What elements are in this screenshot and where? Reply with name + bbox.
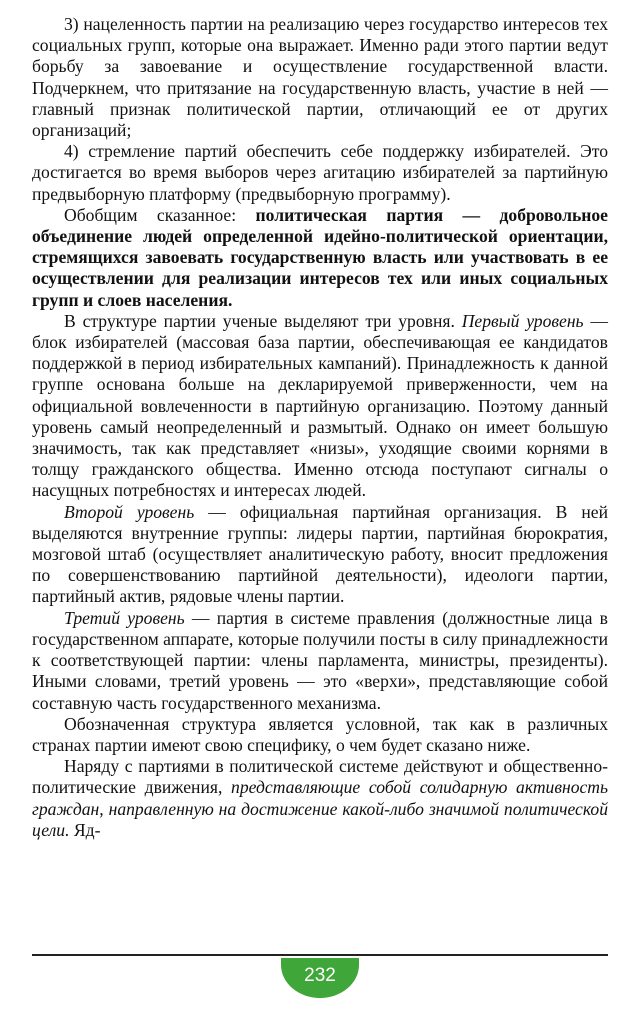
body-text: [32, 14, 608, 841]
paragraph: [32, 141, 608, 205]
footer-rule: [32, 954, 608, 956]
paragraph: [32, 714, 608, 756]
text-run: В структуре партии ученые выделяют три уровня.: [64, 310, 462, 331]
italic-term: Третий уровень: [64, 607, 185, 628]
bold-definition: политическая партия — добровольное объединение людей определенной идейно-политической ориентации, стремящихся завоевать государственную власть или участвовать в ее осуществлении для реализации интересов тех или иных социальных групп и слоев населения.: [32, 204, 608, 310]
text-run: Обобщим сказанное:: [64, 204, 256, 225]
paragraph: [32, 311, 608, 502]
paragraph: [32, 608, 608, 714]
text-run: Наряду с партиями в политической системе действуют и общественно-политические движения,: [32, 756, 608, 798]
paragraph: [32, 756, 608, 841]
italic-term: Первый уровень: [461, 310, 584, 331]
text-run: Обозначенная структура является условной, так как в различных странах партии имеют свою специфику, о чем будет сказано ниже.: [32, 713, 608, 755]
paragraph: [32, 14, 608, 141]
text-run: 4) стремление партий обеспечить себе поддержку избирателей. Это достигается во время выборов через агитацию избирателей за партийную предвыборную платформу (предвыборную программу).: [32, 141, 608, 204]
text-run: — официальная партийная организация. В ней выделяются внутренние группы: лидеры партии, партийная бюрократия, мозговой штаб (осуществляет аналитическую работу, вносит предложения по совершенствованию партийной деятельности), идеологи партии, партийный актив, рядовые члены партии.: [32, 501, 608, 607]
paragraph: [32, 205, 608, 311]
text-run: 3) нацеленность партии на реализацию через государство интересов тех социальных групп, которые она выражает. Именно ради этого партии ведут борьбу за завоевание и осуществление государственной власти. Подчеркнем, что притязание на государственную власть, участие в ней — главный признак политической партии, отличающий ее от других организаций;: [32, 14, 608, 141]
text-run: — блок избирателей (массовая база партии, обеспечивающая ее кандидатов поддержкой в период избирательных кампаний). Принадлежность к данной группе основана больше на декларируемой приверженности, чем на официальной вовлеченности в партийную организацию. Поэтому данный уровень самый неопределенный и размытый. Однако он имеет большую значимость, так как представляет «низы», уходящие своими корнями в толщу гражданского общества. Именно отсюда поступают сигналы о насущных потребностях и интересах людей.: [32, 310, 608, 501]
text-run: — партия в системе правления (должностные лица в государственном аппарате, которые получили посты в силу принадлежности к соответствующей партии: члены парламента, министры, президенты). Иными словами, третий уровень — это «верхи», представляющие собой составную часть государственного механизма.: [32, 607, 608, 713]
page-number-badge: 232: [281, 958, 359, 998]
italic-term: представляющие собой солидарную активность граждан, направленную на достижение какой-либо значимой политической цели.: [32, 777, 609, 840]
italic-term: Второй уровень: [64, 501, 195, 522]
paragraph: [32, 502, 608, 608]
text-run: Яд-: [69, 819, 101, 840]
